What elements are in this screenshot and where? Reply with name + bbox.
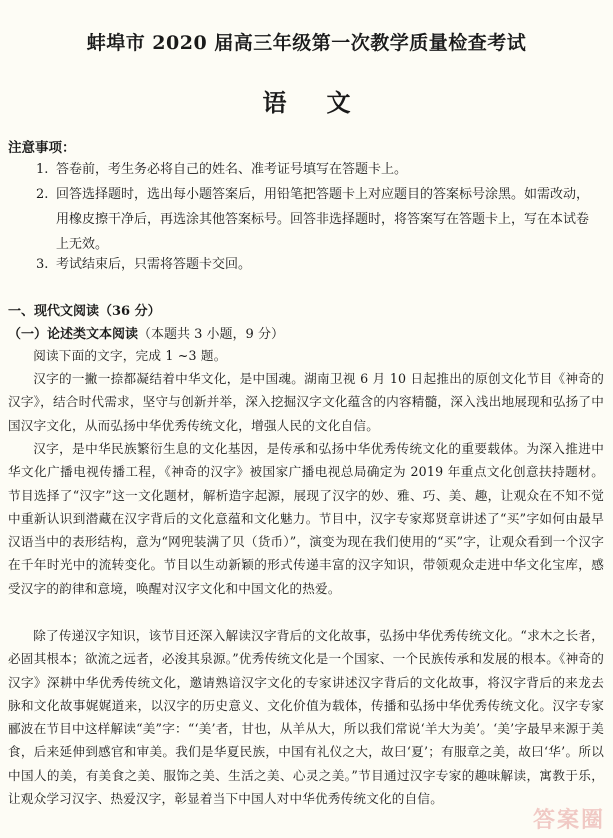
- notice-item-text: 回答选择题时，选出每小题答案后，用铅笔把答题卡上对应题目的答案标号涂黑。如需改动，用橡皮擦干净后，再选涂其他答案标号。回答非选择题时，将答案写在答题卡上，写在本试卷上无效。: [56, 187, 590, 252]
- reading-paragraph: 除了传递汉字知识，该节目还深入解读汉字背后的文化故事，弘扬中华优秀传统文化。“求木之长者，必固其根本；欲流之远者，必浚其泉源。”优秀传统文化是一个国家、一个民族传承和发展的根本。《神奇的汉字》深耕中华优秀传统文化，邀请熟谙汉字文化的专家讲述汉字背后的文化故事，将汉字背后的来龙去脉和文化故事娓娓道来，以汉字的历史意义、文化价值为载体，传播和弘扬中华优秀传统文化。汉字专家郦波在节目中这样解读“美”字：“‘美’者，甘也，从羊从大，所以我们常说‘羊大为美’。‘美’字最早来源于美食，后来延伸到感官和审美。我们是华夏民族，中国有礼仪之大，故曰‘夏’；有服章之美，故曰‘华’。所以中国人的美，有美食之美、服饰之美、生活之美、心灵之美。”节目通过汉字专家的趣味解读，寓教于乐，让观众学习汉字、热爱汉字，彰显着当下中国人对中华优秀传统文化的自信。: [8, 628, 604, 807]
- notice-item: [36, 252, 596, 277]
- watermark-logo: 答案圈: [532, 808, 605, 833]
- exam-title: 蚌埠市 2020 届高三年级第一次教学质量检查考试: [86, 32, 527, 54]
- notice-item-text: 答卷前，考生务必将自己的姓名、准考证号填写在答题卡上。: [56, 162, 408, 177]
- notice-item-number: 3.: [36, 257, 49, 272]
- notice-item: [36, 182, 596, 257]
- notice-item-text: 考试结束后，只需将答题卡交回。: [56, 257, 252, 272]
- notice-heading: 注意事项：: [8, 140, 76, 156]
- reading-paragraph: 汉字的一撇一捺都凝结着中华文化，是中国魂。湖南卫视 6 月 10 日起推出的原创文化节目《神奇的汉字》，结合时代需求，坚守与创新并举，深入挖掘汉字文化蕴含的内容精髓，深入浅出地展现和弘扬了中国汉字文化，从而弘扬中华优秀传统文化，增强人民的文化自信。: [8, 371, 604, 433]
- reading-paragraph: 汉字，是中华民族繁衍生息的文化基因，是传承和弘扬中华优秀传统文化的重要载体。为深入推进中华文化广播电视传播工程，《神奇的汉字》被国家广播电视总局确定为 2019 年重点文化创意扶持题材。节目选择了“汉字”这一文化题材，解析造字起源，展现了汉字的妙、雅、巧、美、趣，让观众在不知不觉中重新认识到潜藏在汉字背后的文化意蕴和文化魅力。节目中，汉字专家郑贤章讲述了“买”字如何由最早汉语当中的表形结构，意为“网兜装满了贝（货币）”，演变为现在我们使用的“买”字，让观众看到一个汉字在千年时光中的流转变化。节目以生动新颖的形式传递丰富的汉字知识，带领观众走进中华文化宝库，感受汉字的韵律和意境，唤醒对汉字文化和中国文化的热爱。: [8, 441, 604, 596]
- notice-item-number: 1.: [36, 162, 49, 177]
- subsection-heading: [8, 323, 284, 342]
- subsection-title: （一）论述类文本阅读: [8, 327, 139, 342]
- reading-instruction: 阅读下面的文字，完成 1 ~3 题。: [33, 348, 227, 363]
- notice-item: [36, 157, 596, 182]
- notice-item-number: 2.: [36, 187, 49, 202]
- section-heading: 一、现代文阅读（36 分）: [8, 304, 161, 319]
- subject-title: 语文: [262, 88, 391, 117]
- subsection-note: （本题共 3 小题，9 分）: [138, 327, 284, 342]
